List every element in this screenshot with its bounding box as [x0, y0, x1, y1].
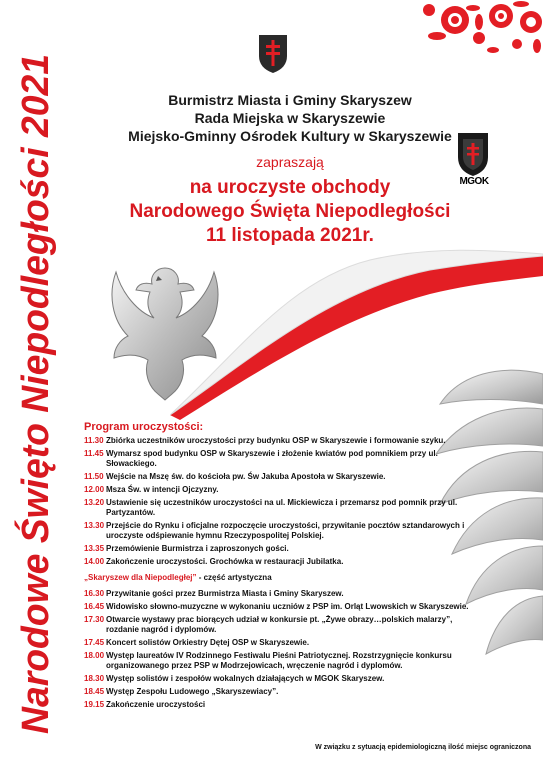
program-time: 13.35: [84, 544, 105, 553]
program-text: Wejście na Mszę św. do kościoła pw. Św Jakuba Apostoła w Skaryszewie.: [106, 472, 386, 481]
program-item: [84, 449, 484, 469]
organizer-line-3: Miejsko-Gminny Ośrodek Kultury w Skaryszewie: [128, 128, 452, 144]
program-item: [84, 557, 484, 567]
program-item: [84, 436, 484, 446]
program-text: Wymarsz spod budynku OSP w Skaryszewie i złożenie kwiatów pod pomnikiem przy ul. Słowackiego.: [106, 449, 438, 468]
section2-heading: [84, 573, 484, 583]
program2-item: [84, 674, 484, 684]
invite-text: zapraszają: [256, 154, 324, 170]
eagle-icon: [98, 254, 233, 402]
program-item: [84, 472, 484, 482]
program2-item: [84, 589, 484, 599]
program2-time: 18.45: [84, 687, 105, 696]
program2-text: Przywitanie gości przez Burmistrza Miasta i Gminy Skaryszew.: [106, 589, 344, 598]
heading-line-1: na uroczyste obchody: [189, 177, 391, 198]
organizer-line-2: Rada Miejska w Skaryszewie: [194, 110, 386, 126]
heading-line-2: Narodowego Święta Niepodległości: [129, 201, 451, 222]
section2-suffix: - część artystyczna: [196, 573, 272, 582]
mgok-logo-text: MGOK: [459, 176, 489, 187]
program2-time: 17.30: [84, 615, 105, 624]
vertical-title-text: Narodowe Święto Niepodległości 2021: [15, 44, 57, 734]
program-time: 13.30: [84, 521, 105, 530]
footer-note: W związku z sytuacją epidemiologiczną ilość miejsc ograniczona: [315, 744, 531, 751]
program2-time: 18.00: [84, 651, 105, 660]
program-text: Msza Św. w intencji Ojczyzny.: [106, 485, 219, 494]
organizer-line-1: Burmistrz Miasta i Gminy Skaryszew: [168, 92, 412, 108]
program2-text: Koncert solistów Orkiestry Dętej OSP w Skaryszewie.: [106, 638, 310, 647]
organizers-block: [100, 91, 480, 145]
section2-title: „Skaryszew dla Niepodległej”: [84, 573, 197, 582]
program-text: Przejście do Rynku i oficjalne rozpoczęcie uroczystości, przywitanie pocztów sztandarowych i uroczyste odśpiewanie hymnu Rzeczypospolitej Polskiej.: [106, 521, 465, 540]
program-text: Ustawienie się uczestników uroczystości na ul. Mickiewicza i przemarsz pod pomnik przy ul. Partyzantów.: [106, 498, 458, 517]
heading-line-3: 11 listopada 2021r.: [206, 225, 374, 246]
program2-time: 16.30: [84, 589, 105, 598]
program-time: 12.00: [84, 485, 105, 494]
program2-text: Występ Zespołu Ludowego „Skaryszewiacy”.: [106, 687, 279, 696]
program2-time: 19.15: [84, 700, 105, 709]
program-time: 11.30: [84, 436, 104, 445]
program-time: 14.00: [84, 557, 105, 566]
program2-time: 17.45: [84, 638, 105, 647]
program2-time: 18.30: [84, 674, 105, 683]
program2-text: Otwarcie wystawy prac biorących udział w konkursie pt. „Żywe obrazy…polskich malarzy”, rozdanie nagród i dyplomów.: [106, 615, 453, 634]
program2-item: [84, 651, 484, 671]
program-item: [84, 544, 484, 554]
program-title: Program uroczystości:: [84, 421, 204, 433]
program2-item: [84, 638, 484, 648]
program2-item: [84, 687, 484, 697]
program-time: 13.20: [84, 498, 105, 507]
program-time: 11.50: [84, 472, 104, 481]
program2-text: Widowisko słowno-muzyczne w wykonaniu uczniów z PSP im. Orląt Lwowskich w Skaryszewie.: [106, 602, 469, 611]
program-text: Zbiórka uczestników uroczystości przy budynku OSP w Skaryszewie i formowanie szyku.: [106, 436, 446, 445]
vertical-title: [0, 44, 72, 744]
program2-text: Występ solistów i zespołów wokalnych działających w MGOK Skaryszew.: [106, 674, 385, 683]
program-text: Zakończenie uroczystości. Grochówka w restauracji Jubilatka.: [106, 557, 344, 566]
program2-item: [84, 700, 484, 710]
program2-item: [84, 615, 484, 635]
program-section: [84, 422, 484, 713]
program-time: 11.45: [84, 449, 104, 458]
folk-ornament-icon: [413, 0, 543, 70]
program2-text: Występ laureatów IV Rodzinnego Festiwalu Pieśni Patriotycznej. Rozstrzygnięcie konkursu organizowanego przez PSP w Modrzejowicach, wręczenie nagród i dyplomów.: [106, 651, 452, 670]
program-item: [84, 498, 484, 518]
program-item: [84, 485, 484, 495]
program2-item: [84, 602, 484, 612]
crest-icon: [258, 34, 288, 74]
program-item: [84, 521, 484, 541]
program2-text: Zakończenie uroczystości: [106, 700, 206, 709]
program2-time: 16.45: [84, 602, 105, 611]
program-text: Przemówienie Burmistrza i zaproszonych gości.: [106, 544, 289, 553]
